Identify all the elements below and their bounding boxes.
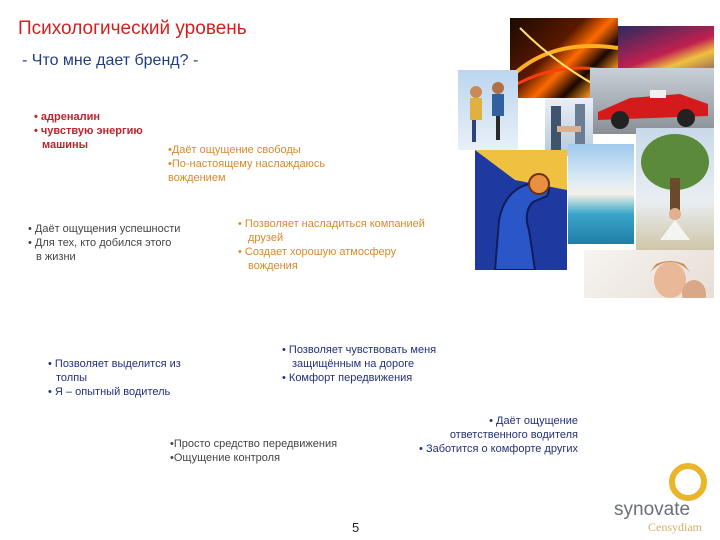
meditation-tree-photo — [636, 128, 714, 250]
adrenaline-line: • адреналин — [34, 111, 100, 123]
pool-villa-photo — [568, 144, 634, 244]
success-line: в жизни — [36, 251, 76, 263]
responsible-line: • Даёт ощущение — [489, 415, 578, 427]
stand-out-line: • Позволяет выделится из — [48, 358, 181, 370]
friends-line: друзей — [248, 232, 284, 244]
stand-out-line: • Я – опытный водитель — [48, 386, 171, 398]
adrenaline-line: машины — [42, 139, 89, 151]
logo-ring-graphic — [668, 462, 708, 502]
friends-line: • Создает хорошую атмосферу — [238, 246, 397, 258]
adrenaline-block — [34, 110, 143, 152]
success-line: • Для тех, кто добился этого — [28, 237, 172, 249]
protected-block — [282, 343, 436, 385]
responsible-block — [388, 414, 578, 456]
slide-title: Психологический уровень — [18, 18, 247, 39]
logo-name: synovate — [614, 499, 691, 520]
muscle-arm-graphic — [475, 150, 567, 270]
stand-out-line: толпы — [56, 372, 88, 384]
page-number: 5 — [352, 520, 360, 535]
freedom-line: •По-настоящему наслаждаюсь — [168, 158, 326, 170]
transport-line: •Ощущение контроля — [170, 452, 281, 464]
couple-bed-photo — [584, 250, 714, 314]
success-line: • Даёт ощущения успешности — [28, 223, 181, 235]
meditation-tree-graphic — [636, 128, 714, 250]
freedom-line: вождением — [168, 172, 226, 184]
jumping-friends-graphic — [458, 70, 518, 150]
transport-line: •Просто средство передвижения — [170, 438, 338, 450]
friends-line: вождения — [248, 260, 298, 272]
logo-subtitle: Censydiam — [648, 520, 702, 534]
adrenaline-line: • чувствую энергию — [34, 125, 143, 137]
protected-line: • Позволяет чувствовать меня — [282, 344, 437, 356]
muscle-arm-photo — [475, 150, 567, 270]
couple-bed-graphic — [584, 250, 714, 314]
stand-out-block — [48, 357, 181, 399]
responsible-line: ответственного водителя — [449, 429, 578, 441]
friends-line: • Позволяет насладиться компанией — [238, 218, 425, 230]
protected-line: • Комфорт передвижения — [282, 372, 413, 384]
race-car-graphic — [590, 68, 714, 134]
responsible-line: • Заботится о комфорте других — [419, 443, 578, 455]
slide-subtitle: - Что мне дает бренд? - — [22, 52, 199, 69]
jumping-friends-photo — [458, 70, 518, 150]
freedom-block — [168, 143, 325, 185]
success-block — [28, 222, 180, 264]
transport-block — [170, 437, 337, 465]
friends-block — [238, 217, 425, 273]
race-car-photo — [590, 68, 714, 134]
freedom-line: •Даёт ощущение свободы — [168, 144, 301, 156]
protected-line: защищённым на дороге — [292, 358, 415, 370]
